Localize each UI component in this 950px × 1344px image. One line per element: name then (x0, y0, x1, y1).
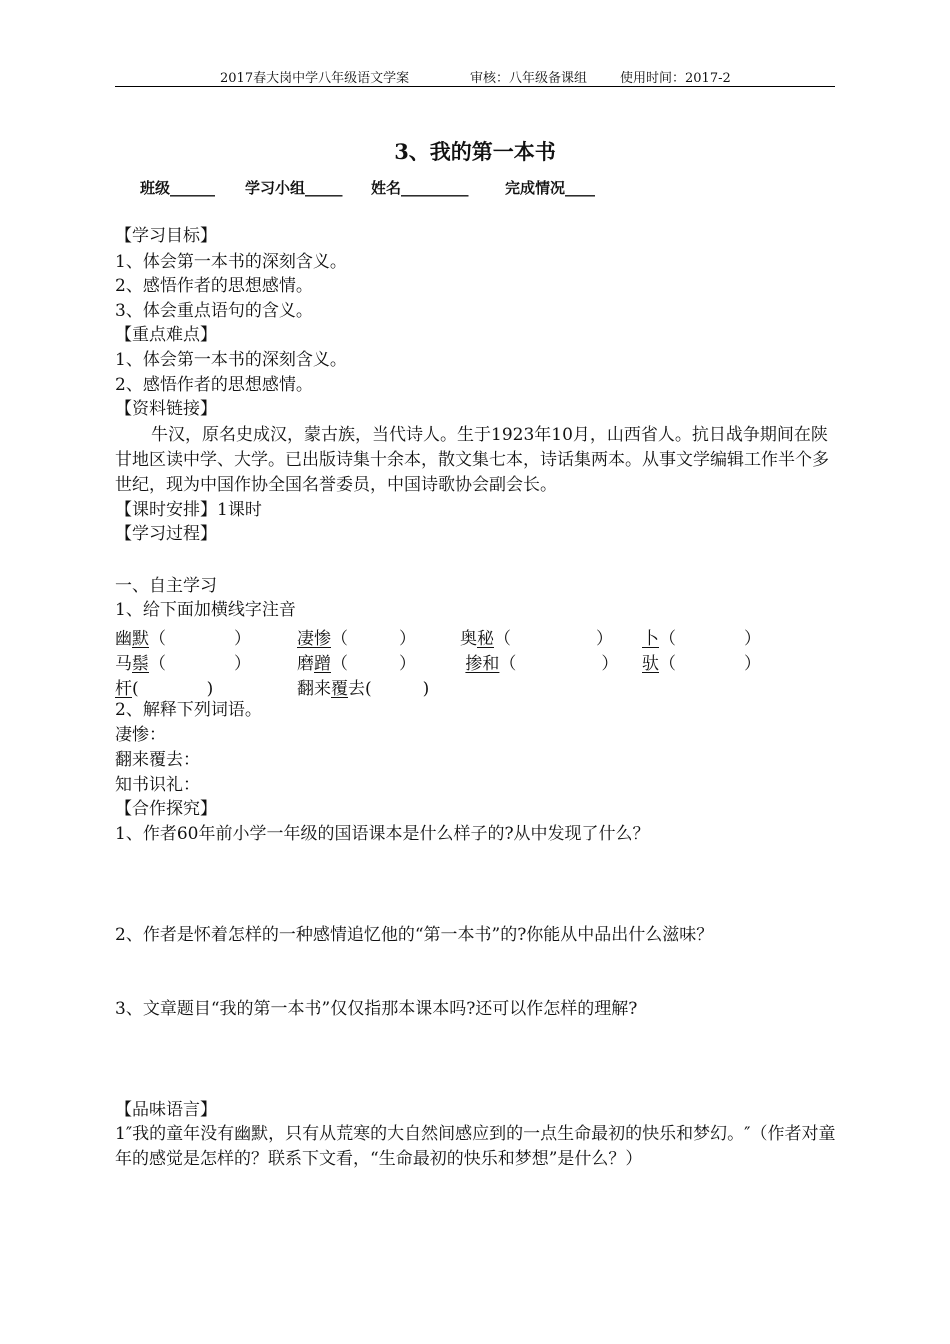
process-heading: 【学习过程】 (115, 524, 217, 544)
pinyin-prefix: 马 (115, 654, 132, 674)
pinyin-underlined-char: 秘 (477, 629, 494, 649)
header-reviewer: 审核：八年级备课组 (470, 71, 588, 86)
pinyin-underlined-char: 覆 (331, 679, 348, 699)
pinyin-underlined-char: 驮 (642, 654, 659, 674)
page-title: 3、我的第一本书 (394, 139, 556, 164)
pinyin-item (642, 649, 761, 674)
resources-text: 牛汉，原名史成汉，蒙古族，当代诗人。生于1923年10月，山西省人。抗日战争期间在陕甘地区读中学、大学。已出版诗集十余本，散文集七本，诗话集两本。从事文学编辑工作半个多世纪，现为中国作协全国名誉委员，中国诗歌协会副会长。 (115, 425, 829, 495)
pinyin-question: 1、给下面加横线字注音 (115, 600, 296, 620)
pinyin-answer-blank[interactable]: （ ） (494, 629, 613, 649)
pinyin-prefix: 磨 (297, 654, 314, 674)
page-header (115, 64, 835, 87)
pinyin-underlined-char: 鬃 (132, 654, 149, 674)
define-question: 2、解释下列词语。 (115, 700, 262, 720)
pinyin-item (460, 624, 613, 649)
keypoint-item: 2、感悟作者的思想感情。 (115, 375, 313, 395)
pinyin-suffix: 去 (348, 679, 365, 699)
pinyin-answer-blank[interactable]: （ ） (659, 654, 761, 674)
pinyin-prefix: 翻来 (297, 679, 331, 699)
pinyin-item (460, 649, 618, 674)
field-group: 学习小组_____ (245, 179, 343, 197)
pinyin-item (297, 674, 429, 699)
pinyin-underlined-char: 掺和 (465, 654, 500, 674)
pinyin-underlined-char: 杆 (115, 679, 132, 699)
term-item: 知书识礼： (115, 775, 200, 795)
cooperate-heading: 【合作探究】 (115, 799, 217, 819)
term-item: 翻来覆去： (115, 750, 200, 770)
pinyin-answer-blank[interactable]: （ ） (659, 629, 761, 649)
pinyin-item (115, 674, 213, 699)
header-time: 使用时间：2017-2 (620, 71, 731, 86)
pinyin-underlined-char: 凄惨 (297, 629, 331, 649)
field-completion: 完成情况____ (505, 179, 596, 197)
pinyin-answer-blank[interactable]: ( ) (132, 679, 214, 699)
goal-item: 1、体会第一本书的深刻含义。 (115, 252, 347, 272)
pinyin-answer-blank[interactable]: （ ） (149, 654, 251, 674)
pinyin-answer-blank[interactable]: （ ） (331, 654, 416, 674)
keypoint-item: 1、体会第一本书的深刻含义。 (115, 350, 347, 370)
pinyin-answer-blank[interactable]: （ ） (331, 629, 416, 649)
pinyin-underlined-char: 卜 (642, 629, 659, 649)
resources-heading: 【资料链接】 (115, 399, 217, 419)
keypoints-heading: 【重点难点】 (115, 325, 217, 345)
pinyin-prefix: 奥 (460, 629, 477, 649)
self-study-heading: 一、自主学习 (115, 576, 217, 596)
term-item: 凄惨： (115, 725, 166, 745)
header-school: 2017春大岗中学八年级语文学案 (220, 71, 410, 86)
pinyin-prefix: 幽 (115, 629, 132, 649)
goals-heading: 【学习目标】 (115, 226, 217, 246)
pinyin-answer-blank[interactable]: （ ） (499, 654, 619, 674)
language-quote: 1″我的童年没有幽默，只有从荒寒的大自然间感应到的一点生命最初的快乐和梦幻。″（作者对童年的感觉是怎样的？联系下文看，“生命最初的快乐和梦想”是什么？） (115, 1124, 836, 1169)
pinyin-answer-blank[interactable]: （ ） (149, 629, 251, 649)
language-heading: 【品味语言】 (115, 1100, 217, 1120)
pinyin-underlined-char: 默 (132, 629, 149, 649)
pinyin-item (297, 649, 416, 674)
goal-item: 2、感悟作者的思想感情。 (115, 276, 313, 296)
resources-paragraph (115, 423, 837, 498)
cooperate-question: 1、作者60年前小学一年级的国语课本是什么样子的?从中发现了什么？ (115, 824, 650, 844)
pinyin-item (115, 649, 251, 674)
pinyin-item (115, 624, 251, 649)
field-class: 班级______ (140, 179, 216, 197)
field-name: 姓名_________ (371, 179, 469, 197)
goal-item: 3、体会重点语句的含义。 (115, 301, 313, 321)
cooperate-question: 3、文章题目“我的第一本书”仅仅指那本课本吗?还可以作怎样的理解? (115, 999, 638, 1019)
pinyin-underlined-char: 蹭 (314, 654, 331, 674)
schedule-line: 【课时安排】1课时 (115, 500, 262, 520)
cooperate-question: 2、作者是怀着怎样的一种感情追忆他的“第一本书”的?你能从中品出什么滋味？ (115, 925, 714, 945)
pinyin-item (642, 624, 761, 649)
pinyin-answer-blank[interactable]: ( ) (365, 679, 430, 699)
pinyin-item (297, 624, 416, 649)
